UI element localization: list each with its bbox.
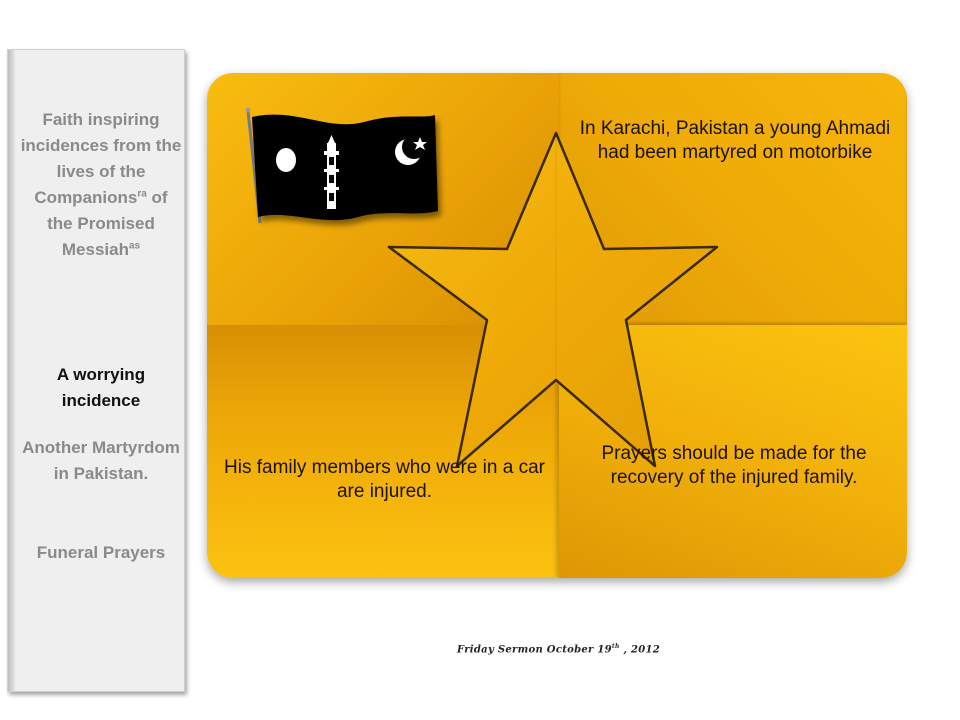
footer-ordinal: th	[611, 643, 620, 650]
honorific-ra: ra	[137, 188, 147, 200]
sidebar-edge	[8, 50, 15, 691]
footer-year: , 2012	[619, 644, 661, 656]
sidebar-panel	[7, 49, 185, 692]
sidebar-item-label: Faith inspiring incidences from the lives of the Companions	[20, 110, 182, 207]
statement-family-injured: His family members who were in a car are injured.	[224, 457, 545, 502]
honorific-as: as	[128, 240, 141, 252]
sidebar-item-label: of the Promised Messiah	[47, 188, 168, 259]
statement-prayers-recovery: Prayers should be made for the recovery of the injured family.	[601, 443, 867, 488]
statement-martyred-motorbike: In Karachi, Pakistan a young Ahmadi had been martyred on motorbike	[579, 118, 891, 163]
sidebar-item-faith-inspiring[interactable]	[20, 107, 182, 263]
sidebar-item-worrying-incidence[interactable]: A worrying incidence	[56, 365, 146, 410]
sidebar-item-another-martyrdom[interactable]: Another Martyrdom in Pakistan.	[22, 438, 180, 483]
sermon-date-footer	[457, 643, 717, 655]
footer-label: Friday Sermon October 19	[457, 644, 612, 656]
ahmadiyya-flag-icon	[238, 105, 450, 235]
sidebar-item-funeral-prayers[interactable]: Funeral Prayers	[36, 543, 166, 562]
